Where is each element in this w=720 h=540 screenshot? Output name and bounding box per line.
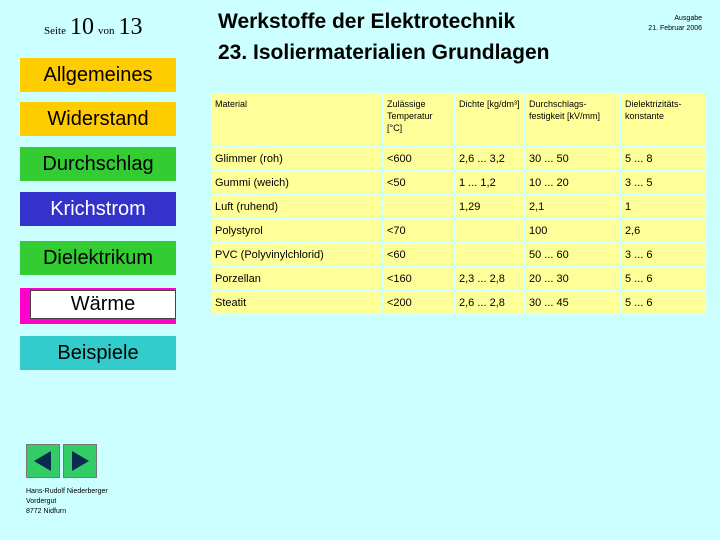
cell-permittivity: 3 ... 5 — [621, 171, 707, 195]
cell-temperature: <50 — [383, 171, 455, 195]
prev-button[interactable] — [26, 444, 60, 478]
header-permittivity: Dielektrizitäts-konstante — [621, 93, 707, 147]
cell-material: Luft (ruhend) — [211, 195, 383, 219]
cell-temperature: <70 — [383, 219, 455, 243]
cell-breakdown: 2,1 — [525, 195, 621, 219]
nav-dielektrikum[interactable]: Dielektrikum — [20, 241, 176, 275]
nav-krichstrom[interactable]: Krichstrom — [20, 192, 176, 226]
seite-label: Seite — [44, 25, 66, 37]
cell-material: Gummi (weich) — [211, 171, 383, 195]
total-pages: 13 — [118, 14, 143, 40]
edition-info — [630, 14, 702, 34]
next-button[interactable] — [63, 444, 97, 478]
table-row — [211, 147, 707, 171]
cell-density: 1,29 — [455, 195, 525, 219]
cell-density: 2,6 ... 2,8 — [455, 291, 525, 315]
header-material: Material — [211, 93, 383, 147]
cell-density: 1 ... 1,2 — [455, 171, 525, 195]
author-city: 8772 Nidfurn — [26, 508, 67, 515]
title-line-1: Werkstoffe der Elektrotechnik — [218, 10, 516, 33]
edition-date: 21. Februar 2006 — [648, 25, 702, 32]
cell-breakdown: 50 ... 60 — [525, 243, 621, 267]
cell-permittivity: 5 ... 8 — [621, 147, 707, 171]
materials-table — [210, 92, 707, 315]
table-row — [211, 219, 707, 243]
cell-material: Porzellan — [211, 267, 383, 291]
table-row — [211, 243, 707, 267]
title-line-2: 23. Isoliermaterialien Grundlagen — [218, 41, 550, 64]
edition-label: Ausgabe — [674, 15, 702, 22]
cell-density: 2,6 ... 3,2 — [455, 147, 525, 171]
cell-material: Steatit — [211, 291, 383, 315]
cell-permittivity: 5 ... 6 — [621, 267, 707, 291]
current-page: 10 — [70, 14, 94, 40]
cell-breakdown: 30 ... 50 — [525, 147, 621, 171]
cell-permittivity: 3 ... 6 — [621, 243, 707, 267]
nav-allgemeines[interactable]: Allgemeines — [20, 58, 176, 92]
cell-material: Glimmer (roh) — [211, 147, 383, 171]
table-row — [211, 291, 707, 315]
cell-permittivity: 5 ... 6 — [621, 291, 707, 315]
author-name: Hans-Rudolf Niederberger — [26, 488, 108, 495]
nav-beispiele[interactable]: Beispiele — [20, 336, 176, 370]
cell-temperature: <600 — [383, 147, 455, 171]
cell-density — [455, 243, 525, 267]
cell-breakdown: 20 ... 30 — [525, 267, 621, 291]
author-info — [26, 487, 108, 517]
cell-temperature: <200 — [383, 291, 455, 315]
cell-breakdown: 100 — [525, 219, 621, 243]
von-label: von — [98, 25, 115, 37]
cell-temperature: <60 — [383, 243, 455, 267]
cell-density: 2,3 ... 2,8 — [455, 267, 525, 291]
header-breakdown-strength: Durchschlags-festigkeit [kV/mm] — [525, 93, 621, 147]
nav-waerme[interactable] — [20, 288, 176, 324]
triangle-left-icon — [27, 445, 59, 477]
cell-temperature — [383, 195, 455, 219]
cell-material: Polystyrol — [211, 219, 383, 243]
header-density: Dichte [kg/dm³] — [455, 93, 525, 147]
table-row — [211, 267, 707, 291]
nav-durchschlag[interactable]: Durchschlag — [20, 147, 176, 181]
nav-widerstand[interactable]: Widerstand — [20, 102, 176, 136]
triangle-right-icon — [64, 445, 96, 477]
page-number — [44, 14, 143, 41]
table-row — [211, 195, 707, 219]
cell-material: PVC (Polyvinylchlorid) — [211, 243, 383, 267]
cell-breakdown: 30 ... 45 — [525, 291, 621, 315]
cell-breakdown: 10 ... 20 — [525, 171, 621, 195]
cell-permittivity: 2,6 — [621, 219, 707, 243]
cell-permittivity: 1 — [621, 195, 707, 219]
author-street: Vordergut — [26, 498, 57, 505]
page-title — [218, 6, 549, 68]
table-row — [211, 171, 707, 195]
cell-density — [455, 219, 525, 243]
table-header-row — [211, 93, 707, 147]
cell-temperature: <160 — [383, 267, 455, 291]
header-temperature: Zulässige Temperatur [°C] — [383, 93, 455, 147]
nav-waerme-label: Wärme — [30, 290, 176, 319]
